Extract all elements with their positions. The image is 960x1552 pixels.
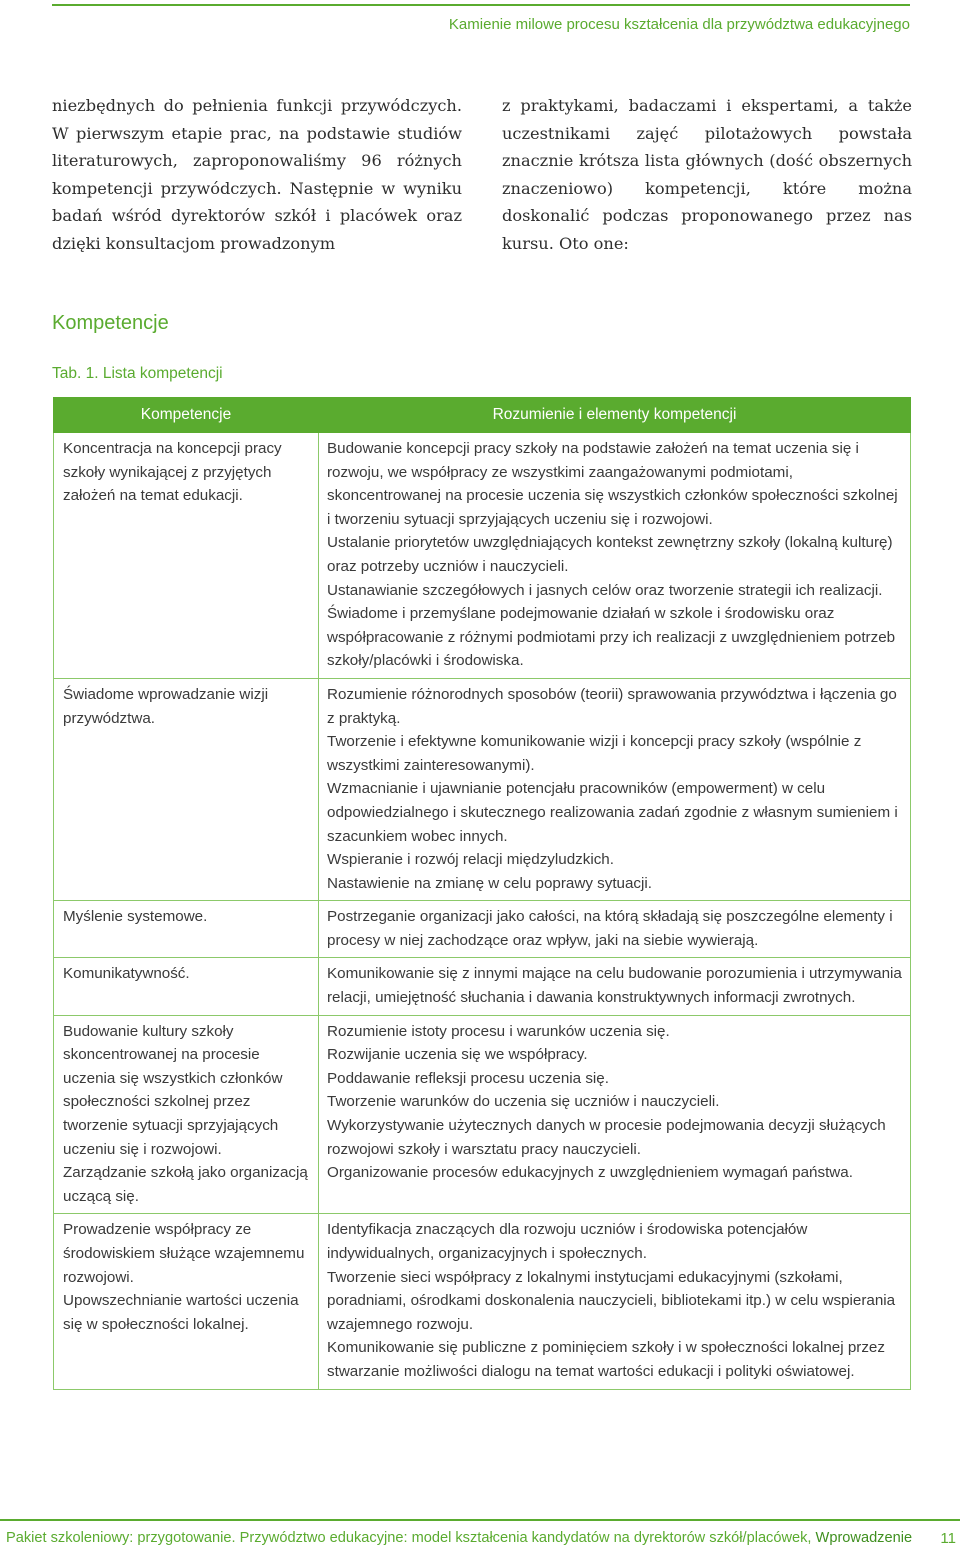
table-row [54,1214,911,1389]
table-row [54,901,911,958]
element-text: Tworzenie warunków do uczenia się uczniów i nauczycieli. [327,1093,720,1111]
elements-cell [319,901,911,958]
element-text: Postrzeganie organizacji jako całości, na którą składają się poszczególne elementy i procesy w niej zachodzące oraz wpływ, jaki na siebie wywierają. [327,908,893,949]
footer-text: Pakiet szkoleniowy: przygotowanie. Przywództwo edukacyjne: model kształcenia kandydatów na dyrektorów szkół/placówek, [6,1530,816,1546]
table-row [54,678,911,900]
element-text: Nastawienie na zmianę w celu poprawy sytuacji. [327,874,652,892]
element-text: Świadome i przemyślane podejmowanie działań w szkole i środowisku oraz współpracowanie z różnymi podmiotami przy ich realizacji z uwzględnieniem potrzeb szkoły/placówki i środowiska. [327,605,896,670]
element-text: Ustanawianie szczegółowych i jasnych celów oraz tworzenie strategii ich realizacji. [327,581,883,599]
element-text: Komunikowanie się publiczne z pominięciem szkoły i w społeczności lokalnej przez stwarzanie możliwości dialogu na temat wartości edukacji i polityki oświatowej. [327,1339,885,1380]
competence-text: Komunikatywność. [63,965,190,983]
table-row [54,433,911,679]
competence-cell [54,433,319,679]
table-header-row [54,398,911,433]
footer-section: Wprowadzenie [815,1530,913,1546]
element-text: Rozumienie istoty procesu i warunków uczenia się. [327,1022,670,1040]
element-text: Rozwijanie uczenia się we współpracy. [327,1046,588,1064]
element-text: Ustalanie priorytetów uwzględniających kontekst zewnętrzny szkoły (lokalną kulturę) oraz potrzeby uczniów i nauczycieli. [327,534,893,575]
competence-text: Świadome wprowadzanie wizji przywództwa. [63,685,269,727]
table-body [54,433,911,1390]
elements-cell [319,1015,911,1214]
elements-cell [319,433,911,679]
element-text: Poddawanie refleksji procesu uczenia się. [327,1069,609,1087]
competence-text: Upowszechnianie wartości uczenia się w społeczności lokalnej. [63,1292,299,1333]
column-header-competence: Kompetencje [54,398,319,433]
competencies-table [53,397,911,1390]
footer [6,1530,912,1546]
element-text: Rozumienie różnorodnych sposobów (teorii) sprawowania przywództwa i łączenia go z praktyką. [327,685,897,727]
element-text: Tworzenie sieci współpracy z lokalnymi instytucjami edukacyjnymi (szkołami, poradniami, ośrodkami doskonalenia nauczycieli, bibliotekami itp.) w celu wspierania wzajemnego rozwoju. [327,1268,896,1333]
competence-text: Myślenie systemowe. [63,908,208,926]
table-row [54,1015,911,1214]
element-text: Wspieranie i rozwój relacji międzyludzkich. [327,851,614,869]
element-text: Organizowanie procesów edukacyjnych z uwzględnieniem wymagań państwa. [327,1164,853,1182]
intro-right-column: z praktykami, badaczami i ekspertami, a także uczestnikami zajęć pilotażowych powstała znacznie krótsza lista głównych (dość obszernych znaczeniowo) kompetencji, które można doskonalić podczas proponowanego przez nas kursu. Oto one: [502,96,912,253]
table-caption: Tab. 1. Lista kompetencji [52,365,223,382]
competence-text: Prowadzenie współpracy ze środowiskiem służące wzajemnemu rozwojowi. [63,1221,305,1286]
competence-text: Koncentracja na koncepcji pracy szkoły wynikającej z przyjętych założeń na temat edukacji. [63,440,282,505]
table-row [54,958,911,1015]
element-text: Identyfikacja znaczących dla rozwoju uczniów i środowiska potencjałów indywidualnych, organizacyjnych i społecznych. [327,1221,808,1262]
competence-cell [54,1015,319,1214]
elements-cell [319,1214,911,1389]
intro-text [52,92,912,257]
intro-left-column: niezbędnych do pełnienia funkcji przywódczych. W pierwszym etapie prac, na podstawie studiów literaturowych, zaproponowaliśmy 96 różnych kompetencji przywódczych. Następnie w wyniku badań wśród dyrektorów szkół i placówek oraz dzięki konsultacjom prowadzonym [52,96,462,253]
competence-cell [54,901,319,958]
element-text: Wzmacnianie i ujawnianie potencjału pracowników (empowerment) w celu odpowiedzialnego i skutecznego realizowania zadań zgodnie z własnym sumieniem i szacunkiem wobec innych. [327,780,898,845]
competence-cell [54,1214,319,1389]
element-text: Wykorzystywanie użytecznych danych w procesie podejmowania decyzji służących rozwojowi szkoły i warsztatu pracy nauczycieli. [327,1117,886,1158]
header-rule [52,4,910,6]
competence-cell [54,958,319,1015]
section-heading: Kompetencje [52,312,169,334]
page-number: 11 [940,1530,956,1547]
competence-text: Budowanie kultury szkoły skoncentrowanej na procesie uczenia się wszystkich członków społeczności szkolnej przez tworzenie sytuacji sprzyjających uczeniu się i rozwojowi. [63,1022,283,1158]
element-text: Komunikowanie się z innymi mające na celu budowanie porozumienia i utrzymywania relacji, umiejętność słuchania i dawania konstruktywnych informacji zwrotnych. [327,965,902,1007]
element-text: Tworzenie i efektywne komunikowanie wizji i koncepcji pracy szkoły (wspólnie z wszystkimi zainteresowanymi). [327,733,862,774]
competence-cell [54,678,319,900]
running-header: Kamienie milowe procesu kształcenia dla przywództwa edukacyjnego [448,16,910,33]
elements-cell [319,678,911,900]
footer-rule [0,1519,960,1521]
competence-text: Zarządzanie szkołą jako organizacją uczącą się. [63,1164,308,1205]
element-text: Budowanie koncepcji pracy szkoły na podstawie założeń na temat uczenia się i rozwoju, we współpracy ze wszystkimi zaangażowanymi podmiotami, skoncentrowanej na procesie uczenia się wszystkich członków społeczności szkolnej i tworzeniu sytuacji sprzyjających uczeniu się i rozwojowi. [327,440,898,528]
elements-cell [319,958,911,1015]
column-header-elements: Rozumienie i elementy kompetencji [319,398,911,433]
